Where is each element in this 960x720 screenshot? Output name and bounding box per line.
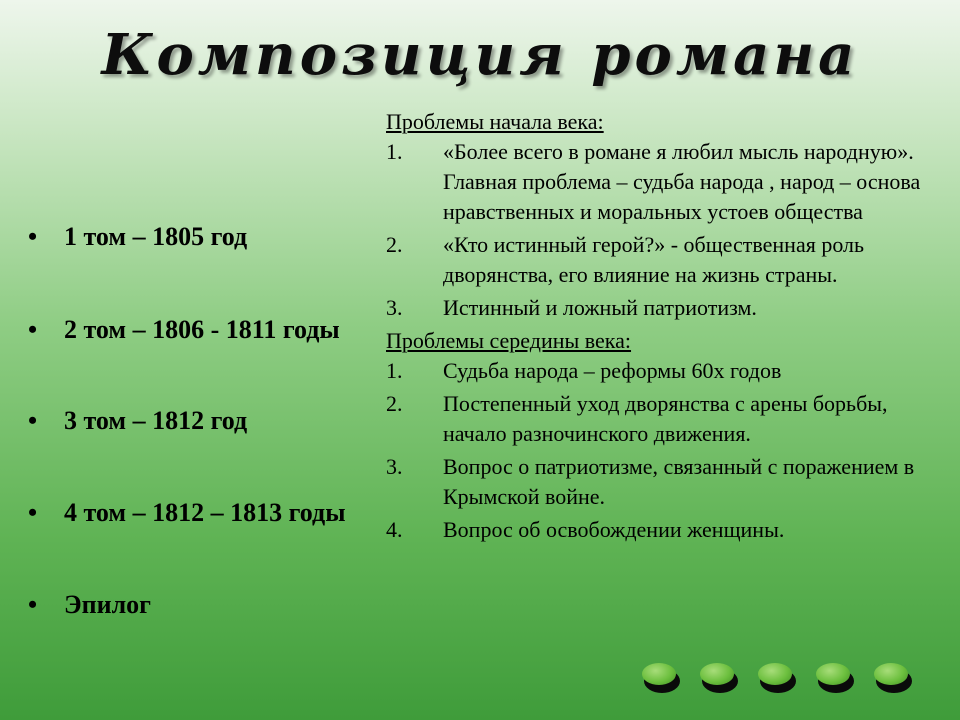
section-heading-mid-century: Проблемы середины века: (386, 328, 632, 353)
list-item (386, 293, 946, 323)
volumes-list (28, 218, 358, 624)
item-number: 3. (386, 454, 403, 479)
early-century-list (386, 137, 946, 323)
bullet-icon: • (28, 315, 38, 344)
volume-item-4 (28, 494, 358, 532)
item-number: 4. (386, 517, 403, 542)
bullet-icon: • (28, 498, 38, 527)
green-dot-icon (758, 663, 796, 691)
volume-text: 1 том – 1805 год (64, 222, 248, 251)
item-number: 2. (386, 391, 403, 416)
item-text: Вопрос об освобождении женщины. (443, 517, 785, 542)
item-text: Судьба народа – реформы 60х годов (443, 358, 782, 383)
item-text: «Более всего в романе я любил мысль народную». Главная проблема – судьба народа , народ – основа нравственных и моральных устоев общества (443, 139, 921, 224)
list-item (386, 389, 946, 449)
volume-text: 3 том – 1812 год (64, 406, 248, 435)
volume-item-3 (28, 402, 358, 440)
slide-title: Композиция романа (101, 22, 859, 88)
volume-text: 2 том – 1806 - 1811 годы (64, 315, 340, 344)
bullet-icon: • (28, 590, 38, 619)
item-number: 3. (386, 295, 403, 320)
list-item (386, 515, 946, 545)
item-text: Постепенный уход дворянства с арены борьбы, начало разночинского движения. (443, 391, 888, 446)
item-number: 2. (386, 232, 403, 257)
item-text: «Кто истинный герой?» - общественная роль дворянства, его влияние на жизнь страны. (443, 232, 865, 287)
item-number: 1. (386, 358, 403, 383)
volume-text: 4 том – 1812 – 1813 годы (64, 498, 346, 527)
green-dot-icon (874, 663, 912, 691)
green-dot-icon (642, 663, 680, 691)
list-item (386, 356, 946, 386)
green-dot-icon (700, 663, 738, 691)
item-text: Истинный и ложный патриотизм. (443, 295, 757, 320)
volume-item-epilogue (28, 586, 358, 624)
decorative-dots (642, 663, 922, 703)
item-number: 1. (386, 139, 403, 164)
list-item (386, 137, 946, 227)
green-dot-icon (816, 663, 854, 691)
section-heading-early-century: Проблемы начала века: (386, 109, 604, 134)
bullet-icon: • (28, 406, 38, 435)
volume-item-2 (28, 311, 358, 349)
item-text: Вопрос о патриотизме, связанный с поражением в Крымской войне. (443, 454, 915, 509)
list-item (386, 230, 946, 290)
bullet-icon: • (28, 222, 38, 251)
mid-century-list (386, 356, 946, 545)
volume-text: Эпилог (64, 590, 151, 619)
volume-item-1 (28, 218, 358, 256)
problems-column (386, 107, 946, 548)
list-item (386, 452, 946, 512)
